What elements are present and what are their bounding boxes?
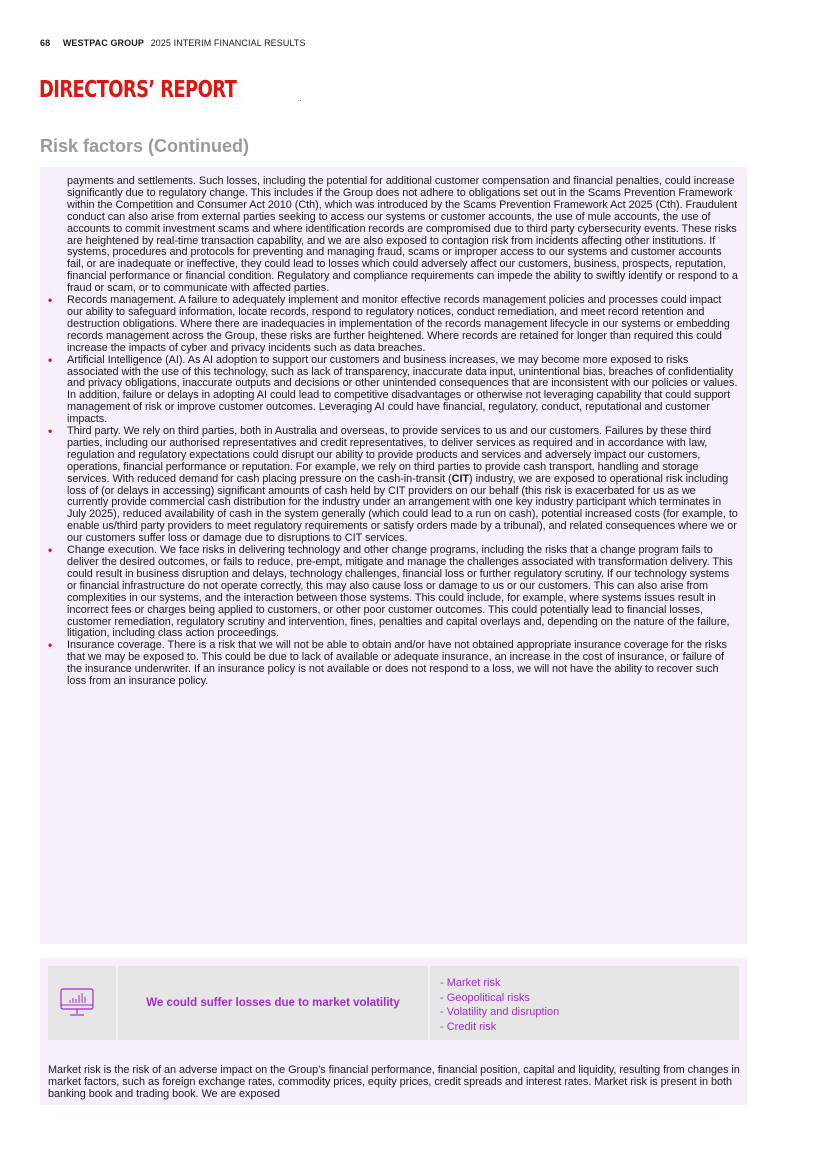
bullet-text: Artificial Intelligence (AI). As AI adoption to support our customers and business increases, we may become more exposed to risks associated with the use of this technology, such as lack of transparency, inaccurate data input, unintentional bias, breaches of confidentiality and privacy obligations, inaccurate outputs and decisions or other unintended consequences that are inconsistent with our policies or values. In addition, failure or delays in adopting AI could lead to competitive disadvantages or otherwise not leveraging capability that could support management of risk or improve customer outcomes. Leveraging AI could have financial, regulatory, conduct, reputational and customer impacts. xyxy=(67,353,738,426)
market-risk-list-cell xyxy=(430,966,739,1040)
bullet-text: Change execution. We face risks in delivering technology and other change programs, including the risks that a change program fails to deliver the desired outcomes, or fails to reduce, pre-empt, mitigate and manage the challenges associated with transformation delivery. This could result in business disruption and delays, technology challenges, financial loss or further regulatory scrutiny. If our technology systems or financial infrastructure do not operate correctly, this may also cause loss or damage to us or our customers. This can also arise from complexities in our systems, and the interaction between those systems. This could include, for example, where systems issues result in incorrect fees or charges being applied to customers, or other poor customer outcomes. This could potentially lead to financial losses, customer remediation, regulatory scrutiny and intervention, fines, penalties and capital overlays and, depending on the nature of the failure, litigation, including class action proceedings. xyxy=(67,544,733,640)
page-number: 68 xyxy=(40,38,51,48)
bullet-dot-icon: • xyxy=(48,424,53,439)
risk-factors-text xyxy=(48,175,739,688)
market-risk-item: - Credit risk xyxy=(440,1020,497,1033)
bullet-dot-icon: • xyxy=(48,638,53,653)
market-risk-item: - Market risk xyxy=(440,977,501,989)
market-chart-monitor-icon xyxy=(60,988,94,1018)
cit-abbreviation: CIT xyxy=(451,472,470,485)
stray-dot xyxy=(300,100,301,101)
market-risk-item: - Geopolitical risks xyxy=(440,991,530,1004)
intro-paragraph: payments and settlements. Such losses, including the potential for additional customer compensation and financial penalties, could increase significantly due to regulatory change. This includes if the Group does not adhere to obligations set out in the Scams Prevention Framework within the Competition and Consumer Act 2010 (Cth), which was introduced by the Scams Prevention Framework Act 2025 (Cth). Fraudulent conduct can also arise from external parties seeking to access our systems or customer accounts, the use of mule accounts, the use of accounts to commit investment scams and where identification records are compromised due to third party cybersecurity events. These risks are heightened by real-time transaction capability, and we are also exposed to contagion risk from incidents affecting other institutions. If systems, procedures and protocols for preventing and managing fraud, scams or improper access to our systems and customer accounts fail, or are inadequate or ineffective, they could lead to losses which could adversely affect our customers, business, prospects, reputation, financial performance or financial condition. Regulatory and compliance requirements can impede the ability to swiftly identify or respond to a fraud or scam, or to communicate with affected parties. xyxy=(67,175,738,295)
market-risk-description: Market risk is the risk of an adverse impact on the Group’s financial performance, financial position, capital and liquidity, resulting from changes in market factors, such as foreign exchange rates, commodity prices, equity prices, credit spreads and interest rates. Market risk is present in both banking book and trading book. We are exposed xyxy=(48,1063,740,1100)
risk-factors-panel xyxy=(40,167,747,944)
bullet-third-party xyxy=(48,424,739,545)
bullet-records-management xyxy=(48,293,739,355)
market-risk-headline: We could suffer losses due to market volatility xyxy=(146,997,400,1009)
bullet-dot-icon: • xyxy=(48,293,53,308)
bullet-insurance-coverage xyxy=(48,638,739,688)
market-risk-item: - Volatility and disruption xyxy=(440,1006,560,1018)
document-name: 2025 INTERIM FINANCIAL RESULTS xyxy=(150,38,306,48)
page-header xyxy=(40,38,306,48)
bullet-dot-icon: • xyxy=(48,543,53,558)
bullet-change-execution xyxy=(48,543,739,640)
risk-bullet-list xyxy=(48,293,739,688)
bullet-text: Insurance coverage. There is a risk that we will not be able to obtain and/or have not obtained appropriate insurance coverage for the risks that we may be exposed to. This could be due to lack of available or adequate insurance, an increase in the cost of insurance, or failure of the insurance underwriter. If an insurance policy is not available or does not respond to a loss, we will not have the ability to recover such loss from an insurance policy. xyxy=(67,639,727,688)
bullet-dot-icon: • xyxy=(48,352,53,367)
market-risk-headline-cell xyxy=(118,966,428,1040)
market-risk-summary-row xyxy=(48,966,739,1040)
report-title: DIRECTORS’ REPORT xyxy=(39,77,237,103)
market-risk-list xyxy=(430,966,739,1034)
bullet-text: Records management. A failure to adequately implement and monitor effective records management policies and processes could impact our ability to safeguard information, locate records, respond to regulatory notices, conduct remediation, and meet record retention and destruction obligations. Where there are inadequacies in implementation of the records management lifecycle in our systems or embedding records management across the Group, these risks are further heightened. Where records are retained for longer than required this could increase the impacts of cyber and privacy incidents such as data breaches. xyxy=(67,294,730,354)
bullet-text-after: ) industry, we are exposed to operational risk including loss of (or delays in accessing) significant amounts of cash held by CIT providers on our behalf (this risk is exacerbated for us as we currently provide commercial cash distribution for the industry under an arrangement with one key industry participant which terminates in July 2025), reduced availability of cash in the system generally (which could lead to a run on cash), potential increased costs (for example, to enable us/third party providers to meet regulatory requirements or satisfy orders made by a tribunal), and related consequences where we or our customers suffer loss or damage due to disruptions to CIT services. xyxy=(67,472,738,545)
company-name: WESTPAC GROUP xyxy=(62,38,144,48)
market-risk-box xyxy=(40,958,747,1105)
bullet-artificial-intelligence xyxy=(48,352,739,426)
section-title: Risk factors (Continued) xyxy=(40,136,250,156)
market-risk-icon-cell xyxy=(48,966,116,1040)
bullet-text-before: Third party. We rely on third parties, both in Australia and overseas, to provide services to us and our customers. Failures by these third parties, including our authorised representatives and credit representatives, to deliver services as required and in accordance with law, regulation and regulatory expectations could disrupt our ability to provide products and services and adversely impact our customers, operations, financial performance or reputation. For example, we rely on third parties to provide cash transport, handling and storage services. With reduced demand for cash placing pressure on the cash-in-transit ( xyxy=(67,425,711,485)
